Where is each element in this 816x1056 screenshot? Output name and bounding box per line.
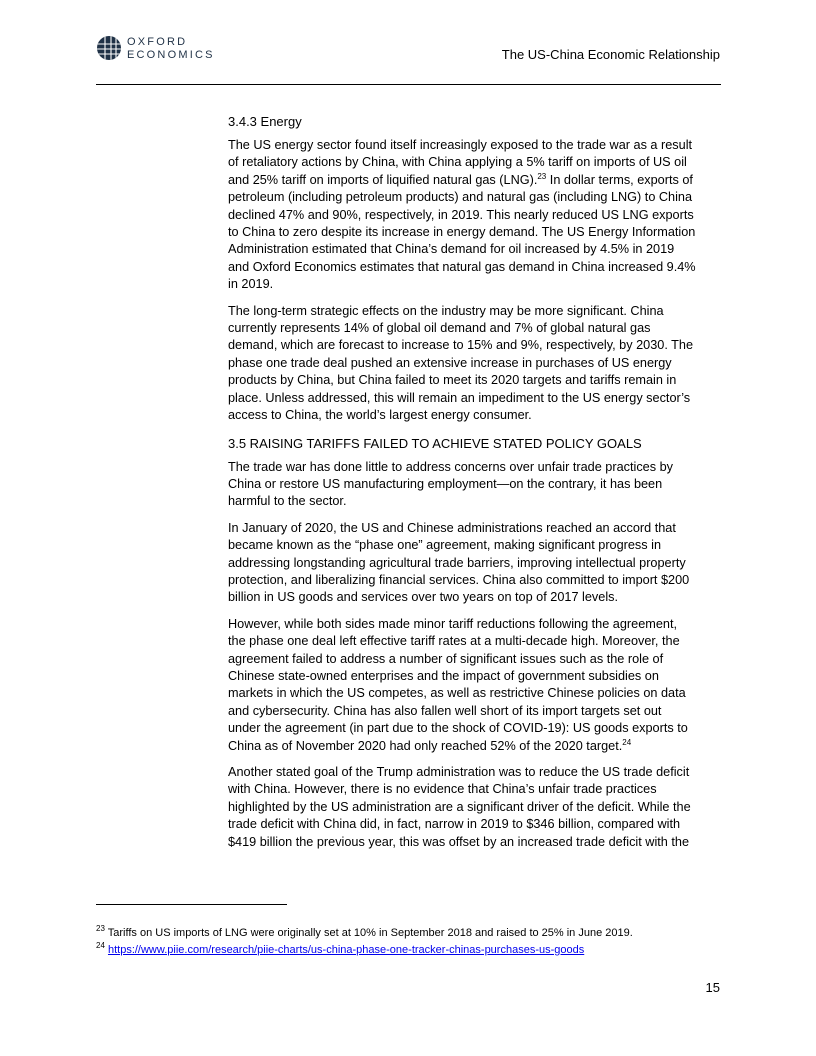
section-heading-energy: 3.4.3 Energy xyxy=(228,114,302,129)
footnote-ref-23[interactable]: 23 xyxy=(537,171,547,181)
page-number: 15 xyxy=(705,980,720,995)
paragraph: The trade war has done little to address concerns over unfair trade practices by China or restore US manufacturing employment—on the contrary, it has been harmful to the sector. xyxy=(228,459,673,509)
paragraph: Another stated goal of the Trump administration was to reduce the US trade deficit with China. However, there is no evidence that China’s unfair trade practices highlighted by the US administration are a significant driver of the deficit. While the trade deficit with China did, in fact, narrow in 2019 to $346 billion, compared with $419 billion the previous year, this was offset by an increased trade deficit with the xyxy=(228,765,691,849)
footnotes xyxy=(96,925,721,959)
paragraph xyxy=(228,137,722,294)
footnote-23 xyxy=(96,925,721,942)
paragraph-text: However, while both sides made minor tariff reductions following the agreement, the phase one deal left effective tariff rates at a multi-decade high. Moreover, the agreement failed to address a number of significant issues such as the role of Chinese state-owned enterprises and the impact of government subsidies on markets in which the US competes, as well as restrictive Chinese policies on data and cybersecurity. China has also fallen well short of its import targets set out under the agreement (in part due to the shock of COVID-19): US goods exports to China as of November 2020 had only reached 52% of the 2020 target. xyxy=(228,616,688,753)
footnote-number: 24 xyxy=(96,941,105,950)
footnote-number: 23 xyxy=(96,924,105,933)
paragraph-text: In dollar terms, exports of petroleum (including petroleum products) and natural gas (including LNG) to China declined 47% and 90%, respectively, in 2019. This nearly reduced US LNG exports to China to zero despite its increase in energy demand. The US Energy Information Administration estimated that China’s demand for oil increased by 4.5% in 2019 and Oxford Economics estimates that natural gas demand in China increased 9.4% in 2019. xyxy=(228,172,696,292)
section-heading-tariffs: 3.5 RAISING TARIFFS FAILED TO ACHIEVE STATED POLICY GOALS xyxy=(228,435,642,451)
paragraph: In January of 2020, the US and Chinese administrations reached an accord that became known as the “phase one” agreement, making significant progress in addressing longstanding agricultural trade barriers, improving intellectual property protection, and liberalizing financial services. China also committed to import $200 billion in US goods and services over two years on top of 2017 levels. xyxy=(228,520,690,605)
document-title: The US-China Economic Relationship xyxy=(501,47,720,62)
header-divider xyxy=(96,84,721,85)
logo-line-1: OXFORD xyxy=(127,36,188,48)
logo-line-2: ECONOMICS xyxy=(127,48,215,61)
footnote-ref-24[interactable]: 24 xyxy=(622,737,632,747)
footnote-link[interactable]: https://www.piie.com/research/piie-charts/us-china-phase-one-tracker-chinas-purchases-us-goods xyxy=(107,944,585,956)
main-content xyxy=(228,114,722,860)
oxford-economics-logo xyxy=(96,35,216,65)
paragraph-text: The US energy sector found itself increasingly exposed to the trade war as a result of retaliatory actions by China, with China applying a 5% tariff on imports of US oil and 25% tariff on imports of liquified natural gas (LNG). xyxy=(228,138,693,187)
footnote-text: Tariffs on US imports of LNG were originally set at 10% in September 2018 and raised to 25% in June 2019. xyxy=(104,927,633,939)
paragraph: The long-term strategic effects on the industry may be more significant. China currently represents 14% of global oil demand and 7% of global natural gas demand, which are forecast to increase to 15% and 9%, respectively, by 2030. The phase one trade deal pushed an extensive increase in purchases of US energy products by China, but China failed to meet its 2020 targets and tariffs remain in place. Unless addressed, this will remain an impediment to the US energy sector’s access to China, the world’s largest energy consumer. xyxy=(228,303,694,423)
footnote-divider xyxy=(96,904,287,905)
paragraph xyxy=(228,616,722,755)
globe-icon xyxy=(96,35,122,61)
footnote-24 xyxy=(96,942,721,959)
